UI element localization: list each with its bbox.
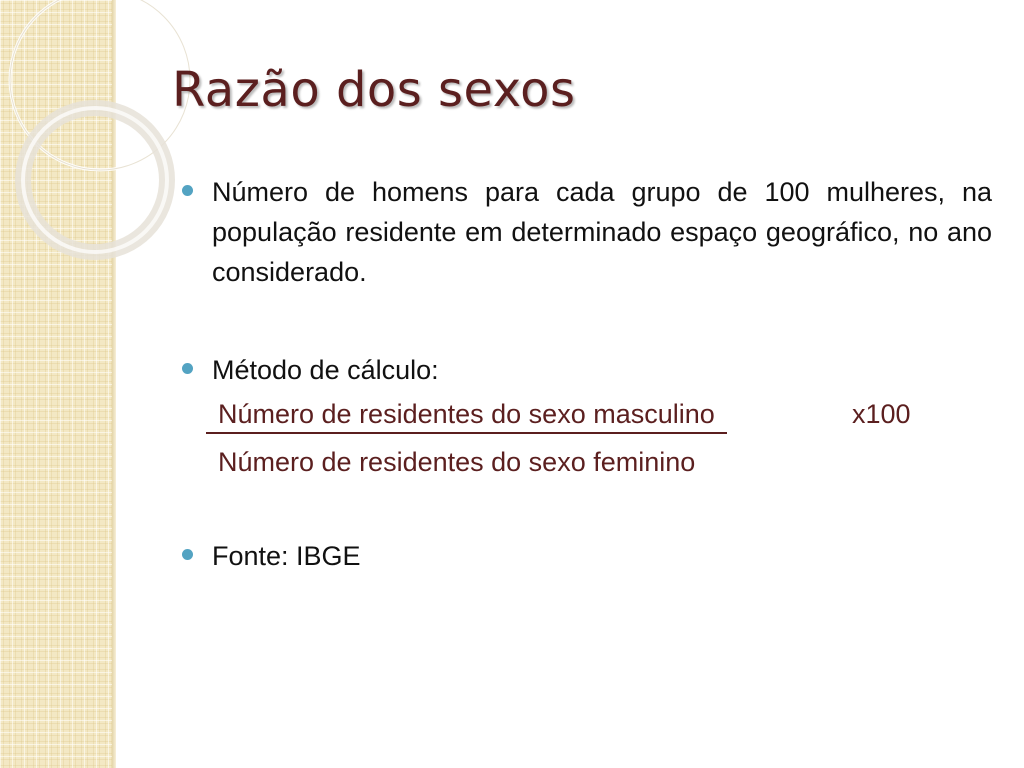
slide-content [182, 172, 992, 576]
slide-title: Razão dos sexos [172, 62, 576, 118]
source-text: Fonte: IBGE [212, 541, 361, 571]
bullet-definition [182, 172, 992, 292]
bullet-dot-icon [182, 185, 193, 196]
bullet-dot-icon [182, 363, 193, 374]
formula [206, 396, 992, 496]
method-label: Método de cálculo: [212, 355, 439, 385]
formula-numerator: Número de residentes do sexo masculino [206, 396, 727, 434]
bullet-dot-icon [182, 549, 193, 560]
formula-denominator: Número de residentes do sexo feminino [218, 447, 696, 477]
definition-text: Número de homens para cada grupo de 100 mulheres, na população residente em determinado espaço geográfico, no ano considerado. [212, 177, 992, 287]
decorative-circles-icon [0, 0, 200, 260]
bullet-method [182, 350, 992, 390]
bullet-source [182, 536, 992, 576]
formula-multiplier: x100 [852, 399, 911, 429]
